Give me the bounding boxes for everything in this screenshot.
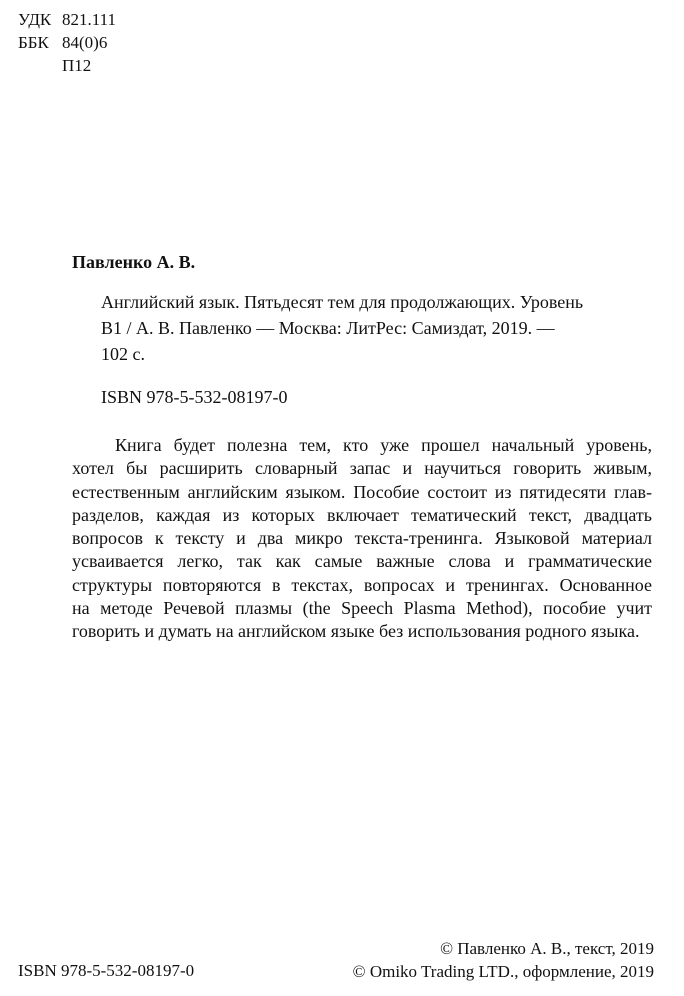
footer-isbn: ISBN 978-5-532-08197-0 [18,961,195,980]
copyright-text: © Павленко А. В., текст, 2019 [440,939,654,958]
udk-value: 821.111 [62,10,116,29]
bib-line: B1 / А. В. Павленко — Москва: ЛитРес: Самиздат, 2019. — [101,318,555,338]
bbk-label: ББК [18,33,49,52]
udk-row [18,8,116,31]
author-heading: Павленко А. В. [72,252,196,272]
bib-line: 102 с. [101,344,145,364]
udk-label: УДК [18,10,52,29]
bbk-value: 84(0)6 [62,33,108,52]
abstract-line: усваивается легко, так как самые важные слова и грамматические [72,551,652,572]
abstract-line: говорить и думать на английском языке без использования родного языка. [72,621,640,642]
author-mark: П12 [62,56,92,75]
bbk-row [18,31,116,54]
bibliographic-description [101,289,621,367]
abstract-line: разделов, каждая из которых включает тематический текст, двадцать [72,504,652,525]
abstract [72,434,652,644]
bib-line: Английский язык. Пятьдесят тем для продолжающих. Уровень [101,292,584,312]
abstract-line: вопросов к тексту и два микро текста-тренинга. Языковой материал [72,528,652,549]
abstract-line: хотел бы расширить словарный запас и научиться говорить живым, [72,458,652,479]
abstract-line: на методе Речевой плазмы (the Speech Plasma Method), пособие учит [72,598,652,619]
abstract-line: Книга будет полезна тем, кто уже прошел начальный уровень, [115,435,652,455]
classification-codes [18,8,116,77]
isbn: ISBN 978-5-532-08197-0 [101,387,288,407]
abstract-line: структуры повторяются в текстах, вопросах и тренингах. Основанное [72,574,652,595]
author-mark-row [18,54,116,77]
abstract-line: естественным английским языком. Пособие состоит из пятидесяти глав- [72,481,652,502]
copyright-design: © Omiko Trading LTD., оформление, 2019 [352,962,654,981]
copyright-block [353,937,654,983]
